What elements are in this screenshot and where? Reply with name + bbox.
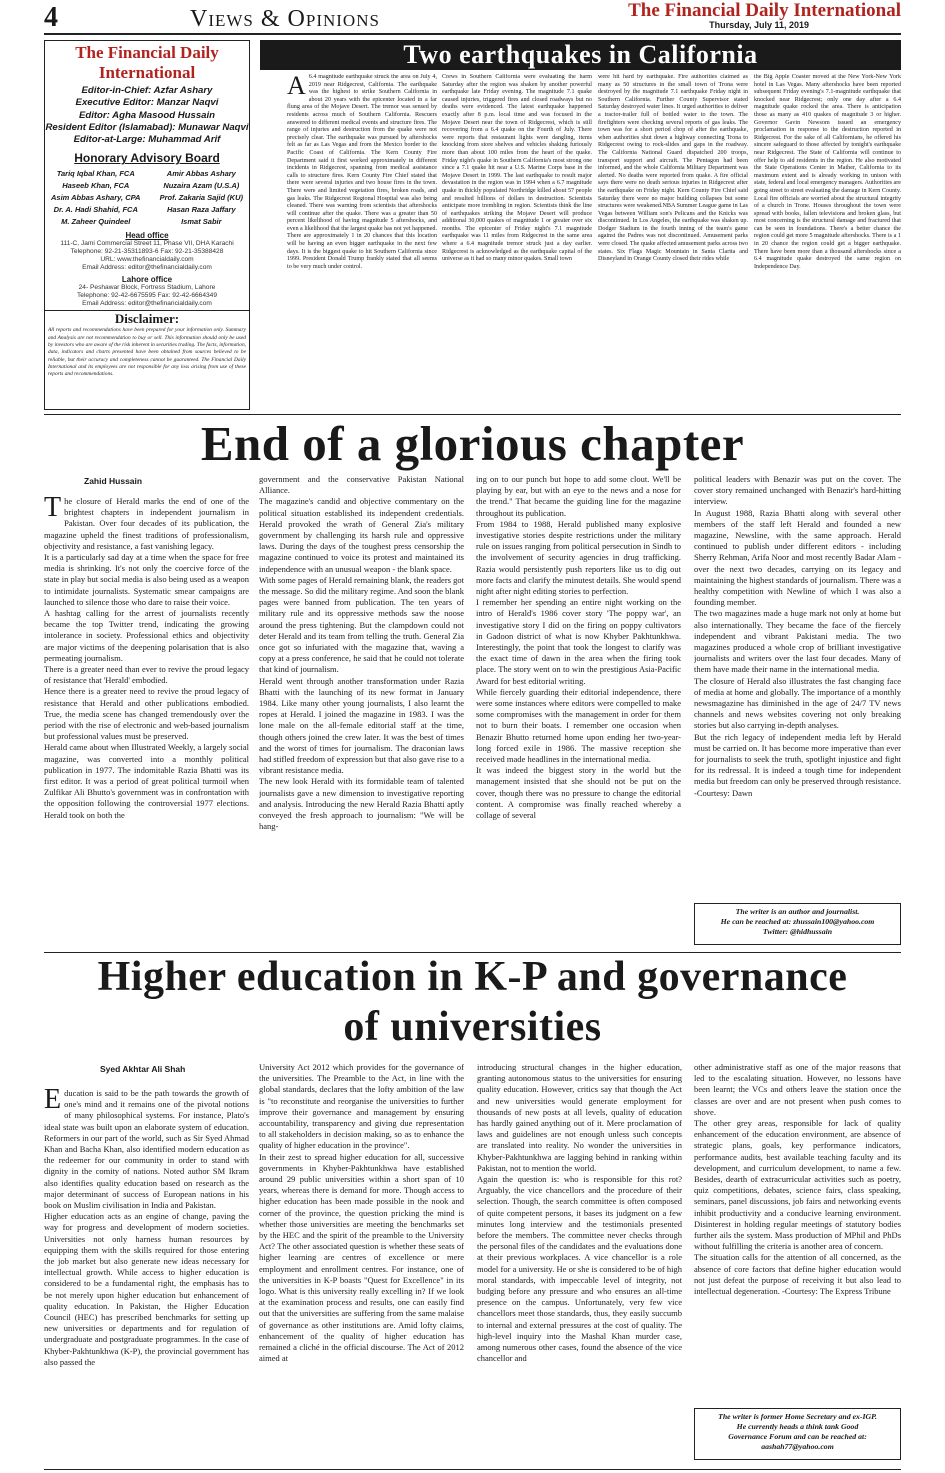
editor-line: Editor-at-Large: Muhammad Arif xyxy=(73,134,221,146)
editor-line: Editor: Agha Masood Hussain xyxy=(78,109,216,121)
header-rule xyxy=(44,33,901,35)
lead-column-1 xyxy=(287,74,437,408)
column-text: ducation is said to be the path towards the growth of one's mind and it remains one of the pivotal notions of many philosophical systems. For instance, Plato's ideal state was built upon an elaborate system of education. Reformers in our part of the world, such as Sir Syed Ahmad Khan and Bacha Khan, also identified modern education as the redeemer for our community in order to stand with dignity in the comity of nations. Noted author SM Ikram also identifies quality education based on research as the major determinant of success of European nations in his book on Muslim civilisation in India and Pakistan. Higher education acts as an engine of change, paving the way for progress and development of modern societies. Universities not only harness human resources by equipping them with the skills required for those entering the job market but also generate new ideas necessary for intellectual growth. While access to higher education is considered to be a fundamental right, the emphasis has to be not merely upon higher education but enhancement of quality education. In Pakistan, the Higher Education Council (HEC) has prescribed benchmarks for setting up new universities or departments and for regulation of undergraduate and postgraduate programmes. In the case of Khyber-Pakhtunkhwa (K-P), the provincial government has also passed the xyxy=(44,1088,249,1367)
advisory-board-title: Honorary Advisory Board xyxy=(74,151,220,166)
footer-rule xyxy=(44,1469,901,1470)
editor-line: Resident Editor (Islamabad): Munawar Naqvi xyxy=(45,121,249,133)
note-line: aashah77@yahoo.com xyxy=(761,1442,834,1451)
author-note xyxy=(694,903,901,945)
board-member: M. Zaheer Quindeel xyxy=(61,217,131,227)
head-office-label: Head office xyxy=(125,231,169,241)
lead-headline: Two earthquakes in California xyxy=(260,40,901,70)
address-line: Telephone: 92-42-6675595 Fax: 92-42-6664349 xyxy=(76,292,218,300)
article-column-4: political leaders with Benazir was put on the cover. The cover story remained unchanged with Benazir's hard-hitting interview. In August 1988, Razia Bhatti along with several other members of the staff left Herald and founded a new magazine, Newsline, with the same approach. Herald continued to publish under different editors - including Sherry Rehman, Arifa Noor and most recently Badar Alam - over the next two decades, carrying on its legacy and maintaining the highest standards of journalism. There was a healthy competition with Newline of which I was also a founding member. The two magazines made a huge mark not only at home but also internationally. They became the face of the fiercely independent and vibrant Pakistani media. The two magazines produced a whole crop of brilliant investigative journalists and writers over the last four decades. Many of them have made their name in the international media. The closure of Herald also illustrates the fast changing face of media at home and globally. The importance of a monthly newsmagazine has diminished in the age of 24/7 TV news channels and news websites covering not only breaking stories but also carrying in-depth analyses. But the rich legacy of independent media left by Herald must be carried on. It has become more imperative than ever for journalists to seek the truth, spotlight injustice and fight for its redressal. It is indeed a tough time for independent media but freedom can only be preserved through resistance. -Courtesy: Dawn xyxy=(694,474,901,798)
board-member: Tariq Iqbal Khan, FCA xyxy=(56,169,135,179)
board-member: Nuzaira Azam (U.S.A) xyxy=(163,181,240,191)
editor-line: Editor-in-Chief: Azfar Ashary xyxy=(81,85,213,96)
board-member: Ismat Sabir xyxy=(181,217,222,227)
article-column-3: ing on to our punch but hope to add some clout. We'll be playing by ear, but with an eye to the news and a nose for the trend." That became the guiding line for the magazine throughout its publication. From 1984 to 1988, Herald published many explosive investigative stories despite restrictions under the military rule on issues ranging from political persecution in Sindh to the involvement of security agencies in drug trafficking. Razia would persistently push reporters like us to dig out more facts and clarify the minutest details. She would spend night after night editing stories to perfection. I remember her spending an entire night working on the intro of Herald's 1986 cover story 'The poppy war', an investigative story I did on the firing on poppy cultivators in Gadoon district of what is now Khyber Pakhtunkhwa. Interestingly, the point that took the longest to clarify was the exact time of dawn in the area when the firing took place. The story went on to win the prestigious Asia-Pacific Award for best editorial writing. While fiercely guarding their editorial independence, there were some instances where editors were compelled to make some compromises with the management in order for them not to burn their boats. I remember one occasion when Benazir Bhutto returned home upon ending her two-year-long forced exile in 1986. The massive reception she received made headlines in the international media. It was indeed the biggest story in the world but the management insisted that she should not be put on the cover, though there was no pressure to change the editorial content. A compromise was finally reached whereby a collage of several xyxy=(476,474,681,821)
lead-column-2: Crews in Southern California were evaluating the harm Saturday after the region was shaken by another powerful earthquake late Friday evening. The magnitude 7.1 quake caused injuries, triggered fires and closed roadways but no deaths were evidenced. The latest earthquake happened exactly after 8 p.m. local time and was focused in the Mojave Desert near the town of Ridgecrest, which is still recovering from a 6.4 quake on the Fourth of July. There were reports that restaurant lights were dangling, items knocking from store shelves and vehicles shaking furiously more than about 100 miles from the heart of the quake. Friday night's quake in Southern California's most strong one since a 7.1 quake hit near a U.S. Marine Corps base in the Mojave Desert in 1999. The last earthquake to result major devastation in the region was in 1994 when a 6.7 magnitude quake in thickly populated Northridge killed about 57 people and resulted billions of dollars in destruction. Scientists anticipate more trembling in region. Scientists think the line of earthquakes striking the Mojave Desert will produce additional 30,000 quakes of magnitude 1 or greater over six months. The epicenter of Friday night's 7.1 magnitude earthquake was 11 miles from Ridgecrest in the same area where a 6.4 magnitude tremor struck just a day earlier. Ridgecrest is acknowledged as the earthquake capital of the universe as it had so many minor quakes. Small town xyxy=(442,74,592,263)
note-line: Governance Forum and can be reached at: xyxy=(728,1432,867,1441)
section-title: Views & Opinions xyxy=(190,6,380,32)
board-member: Amir Abbas Ashary xyxy=(166,169,236,179)
address-line: URL: www.thefinancialdaily.com xyxy=(100,256,194,264)
issue-date: Thursday, July 11, 2019 xyxy=(709,20,809,30)
lahore-office-label: Lahore office xyxy=(121,275,173,285)
drop-cap: A xyxy=(287,74,306,100)
drop-cap: T xyxy=(44,496,62,523)
editor-list xyxy=(45,85,249,146)
lahore-office-address xyxy=(45,284,249,308)
board-member: Haseeb Khan, FCA xyxy=(62,181,130,191)
board-member: Asim Abbas Ashary, CPA xyxy=(51,193,141,203)
article-byline: Zahid Hussain xyxy=(84,476,143,486)
masthead-box xyxy=(44,40,250,410)
article-column-1 xyxy=(44,1088,249,1468)
board-member: Hasan Raza Jaffary xyxy=(166,205,236,215)
note-line: The writer is an author and journalist. xyxy=(735,907,860,916)
note-line: He currently heads a think tank Good xyxy=(736,1422,859,1431)
article-column-4: other administrative staff as one of the major reasons that led to the escalating situation. However, no lessons have been learnt; the VCs and others leave the station once the classes are over and are not present when push comes to shove. The other grey areas, responsible for lack of quality enhancement of the education environment, are absence of strategic plans, goals, key performance indicators, performance audits, best available teaching faculty and its development, and curriculum development, to name a few. Besides, dearth of extracurricular activities such as poetry, quiz competitions, debates, science fairs, class speaking, seminars, panel discussions, job fairs and networking events inhibit productivity and a conducive learning environment. Disinterest in holding regular meetings of statutory bodies further ails the system. Mass production of MPhil and PhDs without fulfilling the criteria is another area of concern. The situation calls for the attention of all concerned, as the absence of core factors that define higher education would not just defeat the purpose of receiving it but also lead to intellectual degeneration. -Courtesy: The Express Tribune xyxy=(694,1062,901,1297)
advisory-board xyxy=(45,168,249,228)
article-byline: Syed Akhtar Ali Shah xyxy=(100,1064,186,1074)
column-text: 6.4 magnitude earthquake struck the area on July 4, 2019 near Ridgecrest, California. The earthquake was the highest to strike Southern California in about 20 years with the epicenter located in a far flung area of the Mojave Desert. The tremor was sensed by residents across much of Southern California. Rescuers answered to different medical events and structure fires. The range of injuries and destruction from the quake were not precisely clear. The earthquake was pursued by aftershocks felt as far as Las Vegas and from the Mexico border to the Pacific Coast of California. The Kern County Fire Department said it first worked approximately in different incidents in Ridgecrest, spanning from medical assistance calls to structure fires. Kern County Fire Chief stated that there were several injuries and two house fires in the town. There were and limited vegetation fires, broken roads, and gas leaks. The Ridgecrest Regional Hospital was also being cleaned. There was warning from scientists that aftershocks will continue after the quake. There was a greater than 50 percent likelihood of having magnitude 5 aftershocks, and even a likelihood that the largest quake has not yet happened. There are approximately 1 in 20 chances that this location will be having an even bigger earthquake in the next few days. It is the biggest quake to hit Southern California since 1999. President Donald Trump frankly stated that all seems to be very much under control. xyxy=(287,74,437,270)
note-line: He can be reached at: zhussain100@yahoo.com xyxy=(720,917,875,926)
article-headline xyxy=(44,952,901,1052)
page-number: 4 xyxy=(44,2,58,33)
address-line: Email Address: editor@thefinancialdaily.com xyxy=(82,300,212,308)
address-line: Telephone: 92-21-35311893-6 Fax: 92-21-35388428 xyxy=(70,248,224,256)
note-line: Twitter: @hidhussain xyxy=(762,927,833,936)
article-column-2: University Act 2012 which provides for the governance of the universities. The Preamble to the Act, in line with the global standards, declares that the lofty ambition of the law is "to reconstitute and reorganise the universities to further improve their governance and management by ensuring accountability, transparency and giving due representation to all stakeholders in decision making, so as to enhance the quality of higher education in the province". In their zest to spread higher education for all, successive governments in Khyber-Pakhtunkhwa have established around 29 public universities within a short span of 10 years, whereas there is demand for more. Though access to higher education has been made possible in the nook and corner of the province, the question pricking the mind is whether those universities are meeting the benchmarks set by the HEC and the spirit of the preamble to the University Act? The other associated question is whether these seats of higher learning are centres of excellence or mere employment and enrollment centres. For instance, one of the universities in K-P boasts "Quest for Excellence" in its logo. What is this university really excelling in? If we look at the examination process and results, one can easily find out that the universities are suffering from the same malaise of governance as other institutions are. Amid lofty claims, enhancement of the quality of higher education has remained a cliché in the official discourse. The Act of 2012 aimed at xyxy=(259,1062,464,1364)
headline-line: Higher education in K-P and governance xyxy=(97,954,848,1000)
address-line: 24- Peshawar Block, Fortress Stadium, Lahore xyxy=(78,284,216,292)
drop-cap: E xyxy=(44,1088,62,1115)
head-office-address xyxy=(45,240,249,272)
column-text: he closure of Herald marks the end of one of the brightest chapters in independent journalism in Pakistan. Over four decades of its publication, the magazine upheld the finest traditions of professionalism, objectivity and resistance, a fast vanishing legacy. It is a particularly sad day at a time when the space for free media is shrinking. It's not only the coercive force of the state in play but social media is also being used as a weapon to intimidate journalists. Systematic smear campaigns are launched to silence those who dare to raise their voice. A hashtag calling for the arrest of journalists recently became the top Twitter trend, indicating the growing intolerance in society. Professional ethics and objectivity are major victims of the deepening polarisation that is also permeating journalism. There is a greater need than ever to revive the proud legacy of resistance that 'Herald' embodied. Hence there is a greater need to revive the proud legacy of resistance that Herald and other publications embodied. True, the media scene has changed tremendously over the period with the rise of electronic and web-based journalism but professional values must be preserved. Herald came about when Illustrated Weekly, a largely social magazine, was converted into a monthly political publication in 1977. The indomitable Razia Bhatti was its first editor. It was a period of great political turmoil when Zulfikar Ali Bhutto's government was in confrontation with the opposition following the controversial 1977 elections. Herald took on both the xyxy=(44,496,249,820)
brand-name: The Financial Daily International xyxy=(628,0,901,21)
article-column-1 xyxy=(44,496,249,948)
article-headline: End of a glorious chapter xyxy=(200,416,745,471)
board-member: Prof. Zakaria Sajid (KU) xyxy=(159,193,243,203)
author-note xyxy=(694,1408,901,1460)
board-member: Dr. A. Hadi Shahid, FCA xyxy=(53,205,138,215)
disclaimer-title: Disclaimer: xyxy=(45,310,249,327)
headline-line: of universities xyxy=(343,1004,602,1050)
address-line: 111-C, Jami Commercial Street 11, Phase VII, DHA Karachi xyxy=(60,240,234,248)
address-line: Email Address: editor@thefinancialdaily.com xyxy=(82,264,212,272)
masthead-title: The Financial Daily International xyxy=(75,43,219,82)
lead-column-3: were hit hard by earthquake. Fire authorities claimed as many as 50 structures in the small town of Trona were destroyed by the magnitude 7.1 earthquake Friday night in Southern California. Further County Supervisor stated Saturday destroyed water lines. It urged authorities to deliver a tractor-trailer full of bottled water to the town. The firefighters were checking several reports of gas leaks. The town was for a short period chop of after the earthquake, when authorities shut down a highway connecting Trona to Ridgecrest owing to rock-slides and gaps in the roadway. The California National Guard dispatched 200 troops, transport support and aircraft. The Pentagon had been informed, and the whole California Military Department was alerted. No deaths were reported from quake. A fire official says there were no death serious injuries in Ridgecrest after the earthquake on Friday night. Kern County Fire Chief said Saturday there were no major building collapses but some structures were weakened.NBA Summer League game in Las Vegas between William son's Pelicans and the Knicks was discontinued. In Los Angeles, the earthquake was shaken up. Dodger Stadium in the fourth inning of the team's game against the Padres was not discontinued. Amusement parks were closed. The quake affected amusement parks across two states. Six Flags Magic Mountain in Santa Clarita and Disneyland in Orange County closed their rides while xyxy=(598,74,748,263)
article-column-3: introducing structural changes in the higher education, granting autonomous status to the universities for ensuring quality education. However, critics say that though the Act and new universities would generate employment for thousands of new posts at all levels, quality of education has hardly gained anything out of it. Mere proclamation of laws and guidelines are not enough unless such concepts are translated into reality. No wonder the universities in Khyber-Pakhtunkhwa are lagging behind in ranking within Pakistan, not to mention the world. Again the question is: who is responsible for this rot? Arguably, the vice chancellors and the procedure of their selection. Though, the search committee is often composed of quite competent persons, it bases its judgment on a few minutes long interview and the testimonials presented before the members. The committee never checks through the personal files of the candidates and the evaluations done at their previous workplaces. A vice chancellor is a role model for a university. He or she is considered to be of high moral standards, with impeccable level of integrity, not budging before any pressure and who ensures an all-time presence on the campus. Unfortunately, very few vice chancellors meet those standards, thus, they easily succumb to internal and external pressures at the cost of quality. The high-level inquiry into the Mashal Khan murder case, among numerous other cases, found the absence of the vice chancellor and xyxy=(477,1062,682,1364)
article-column-2: government and the conservative Pakistan National Alliance. The magazine's candid and objective commentary on the political situation established its independent credentials. Herald provoked the wrath of General Zia's military government by challenging its harsh rule and oppressive laws. During the days of the toughest press censorship the magazine continued to voice its protest and maintained its independence with an unusual weapon - the blank space. With some pages of Herald remaining blank, the readers got the message. So did the military regime. And soon the blank pages were banned from publication. The ten years of military rule and its oppressive methods saw the noose around the press tightening. But the clampdown could not deter Herald and its team from telling the truth. General Zia once got so infuriated with the magazine that, waving a copy at a press conference, he said that he could not tolerate that kind of journalism. Herald went through another transformation under Razia Bhatti with the launching of its new format in January 1984. Like many other young journalists, I also learnt the ropes at Herald. I joined the magazine in 1983. I was the lone male on the all-female editorial staff at the time, though others joined the crew later. It was the best of times and the worst of times for journalism. The draconian laws had stifled freedom of expression but that also gave rise to a vibrant resistance media. The new look Herald with its formidable team of talented journalists gave a new dimension to investigative reporting and analysis. Introducing the new Herald Razia Bhatti aptly conveyed the fresh approach to journalism: "We will be hang- xyxy=(259,474,464,832)
editor-line: Executive Editor: Manzar Naqvi xyxy=(75,97,219,109)
disclaimer-text: All reports and recommendations have been prepared for your information only. Summary and Analysis are not recommendation to buy or sell. This information should only be used by investors who are aware of the risk inherent in securities trading. The facts, information, data, indicators and charts presented have been obtained from sources believed to be reliable, but their accuracy and completeness cannot be guaranteed. The Financial Daily International and its employees are not responsible for any loss arising from use of these reports and recommendations. xyxy=(48,327,246,378)
note-line: The writer is former Home Secretary and ex-IGP. xyxy=(718,1412,877,1421)
lead-column-4: the Big Apple Coaster moved at the New York-New York hotel in Las Vegas. Many aftershocks have been reported subsequent Friday evening's 7.1-magnitude earthquake that knocked near Ridgecrest; only one day after a 6.4 magnitude quake rocked the area. There is anticipation those as many as 410 quakes of magnitude 3 or higher. Governor Gavin Newsom issued an emergency proclamation in response to the destruction reported in Ridgecrest. For the sake of all Californians, he offered his sincere safeguard to those affected by tonight's earthquake near Ridgecrest. The State of California will continue to offer help to aid residents in the region. He also motivated the State Operations Center in Mather, California to its maximum extent and is already working in unison with state, federal and local emergency managers. Authorities are going street to street evaluating the damage in Kern County. Local fire officials are worried about the structural integrity of a church in Trone. Houses throughout the town were spread with books, fallen televisions and broken glass, but most concerning is the structural damage and fractured that can be seen in foundations. There's a better chance the region could get more 5 magnitude aftershocks. There is a 1 in 20 chance the region could get a bigger earthquake. There have been more than a thousand aftershocks since a 6.4 magnitude quake destroyed the same region on Independence Day. xyxy=(754,74,901,270)
